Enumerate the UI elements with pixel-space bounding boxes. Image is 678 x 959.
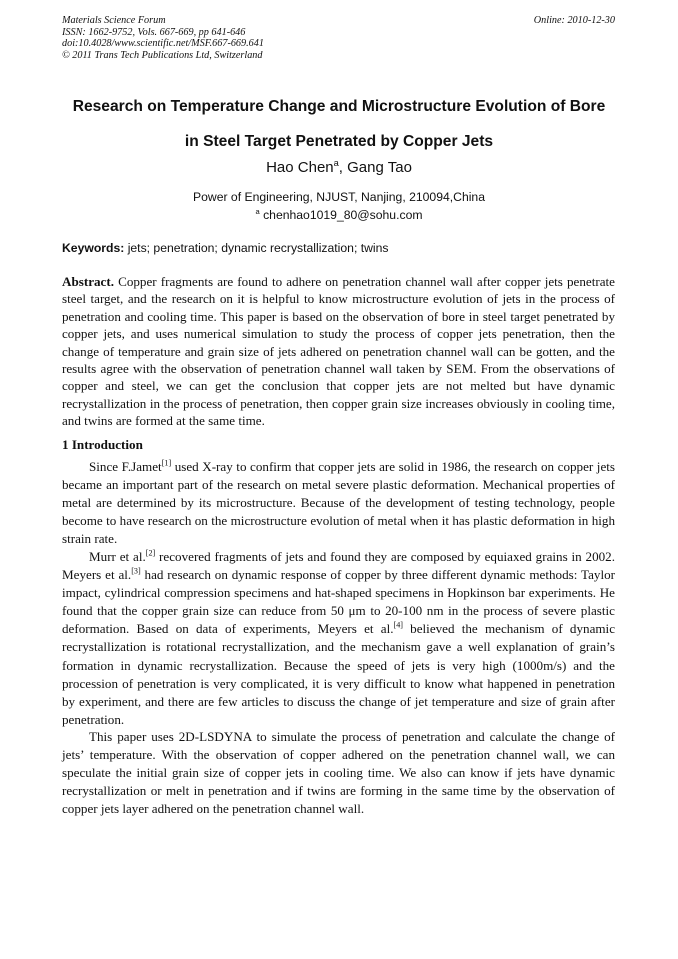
paragraph [62,458,615,548]
paragraph-text: Since F.Jamet [89,459,162,474]
keywords [62,241,615,255]
paragraph-text: had research on dynamic response of copper by three different dynamic methods: Taylor impact, cylindrical compression specimens and hat-shaped specimens in Hopkinson bar experiments. He found that the copper grain size can reduce from 50 μm to 20-100 nm in the process of severe plastic deformation. Based on data of experiments, Meyers et al. [62,567,615,637]
paragraph-text: Murr et al. [89,549,146,564]
citation-ref: [3] [131,566,141,576]
keywords-label: Keywords: [62,241,125,255]
author-email: chenhao1019_80@sohu.com [259,208,423,222]
paragraph-text: recovered fragments of jets and found they are composed by equiaxed grains in 2002. Meyers et al. [62,549,615,583]
author-separator: , [338,159,348,176]
author-2: Gang Tao [347,159,412,176]
abstract-label: Abstract. [62,274,114,289]
email-affiliation-mark: a [255,206,260,216]
affiliation-email-line [0,206,678,224]
doi-line: doi:10.4028/www.scientific.net/MSF.667-669.641 [62,38,264,50]
paragraph-text: used X-ray to confirm that copper jets are solid in 1986, the research on copper jets became an important part of the research on metal severe plastic deformation. Mechanical properties of metal are determined by its microstructure. Because of the development of testing technology, people become to have research on the microstructure evolution of metal when it has plastic deformation in high strain rate. [62,459,615,547]
publication-info [62,15,264,61]
abstract [62,273,615,430]
journal-name: Materials Science Forum [62,15,166,26]
title-line-2: in Steel Target Penetrated by Copper Jets [184,133,494,150]
affiliation-institution: Power of Engineering, NJUST, Nanjing, 210094,China [193,190,485,204]
affiliation-block [0,188,678,224]
author-1: Hao Chen [266,159,334,176]
paragraph-text: believed the mechanism of dynamic recrystallization is rotational recrystallization, and the mechanism gave a well explanation of grain’s formation in dynamic recrystallization. Because the speed of jets is very high (1000m/s) and the procession of penetration is very complicated, it is very difficult to know what happened in penetration by experiment, and there are few articles to discuss the change of jet temperature and size of grain after penetration. [62,621,616,727]
introduction-body [62,458,615,818]
copyright-line: © 2011 Trans Tech Publications Ltd, Switzerland [62,49,263,61]
paragraph [62,548,615,728]
keywords-text: jets; penetration; dynamic recrystallization; twins [124,241,389,255]
author-1-affiliation-mark: a [333,158,339,168]
citation-ref: [4] [393,621,403,631]
title-line-1: Research on Temperature Change and Microstructure Evolution of Bore [72,98,606,115]
running-header [62,15,615,61]
paper-title [52,89,626,159]
online-date: Online: 2010-12-30 [533,15,615,26]
section-heading-introduction: 1 Introduction [62,437,143,452]
abstract-text: Copper fragments are found to adhere on penetration channel wall after copper jets penetrate steel target, and the research on it is helpful to know microstructure evolution of jets in the process of penetration and cooling time. This paper is based on the observation of bore in steel target penetrated by copper jets, and uses numerical simulation to study the process of copper jets penetration, then the change of temperature and grain size of jets adhered on penetration channel wall can be gotten, and the results agree with the observation of penetration channel wall taken by SEM. From the observations of copper and steel, we can get the conclusion that copper jets are not melted but have dynamic recrystallization in the process of penetration, then copper grain size increases obviously in cooling time, and twins are formed at the same time. [62,274,615,429]
author-list [0,159,678,176]
citation-ref: [1] [161,458,172,468]
citation-ref: [2] [145,548,156,558]
paragraph: This paper uses 2D-LSDYNA to simulate the process of penetration and calculate the change of jets’ temperature. With the observation of copper adhered on the penetration channel wall, we can speculate the initial grain size of copper jets in cooling time. We also can know if jets have dynamic recrystallization or melt in penetration and if twins are forming in the same time by the observation of copper jets layer adhered on the penetration channel wall. [62,729,615,817]
issn-line: ISSN: 1662-9752, Vols. 667-669, pp 641-646 [62,26,246,38]
